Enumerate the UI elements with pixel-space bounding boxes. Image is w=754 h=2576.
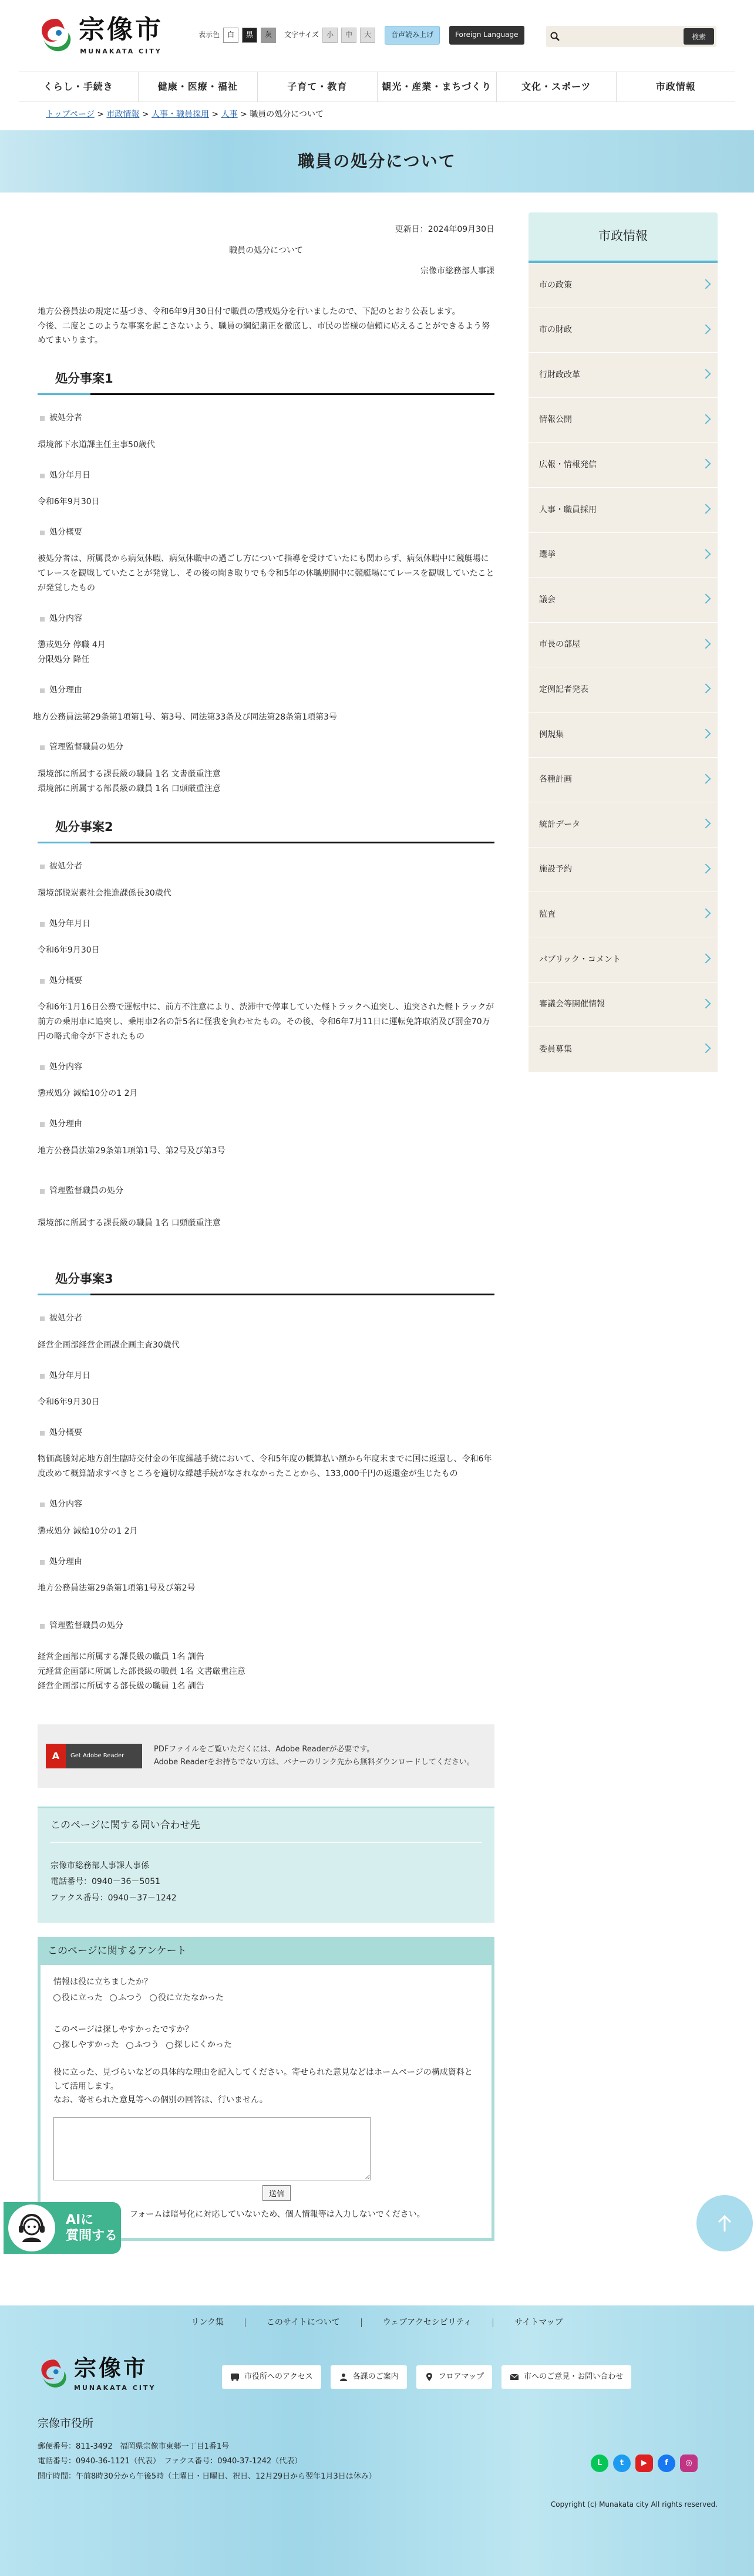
target-label: 被処分者	[38, 411, 494, 424]
page-title-bar	[0, 130, 754, 193]
ai-question-label: AIに 質問する	[66, 2212, 118, 2243]
summary-label: 処分概要	[38, 1426, 494, 1439]
contact-box	[38, 1807, 494, 1923]
radio-useful[interactable]: 役に立った	[53, 1991, 103, 2004]
mail-icon	[510, 2373, 519, 2381]
search-box	[546, 26, 716, 47]
facebook-icon[interactable]: f	[658, 2455, 675, 2472]
adobe-reader-text: PDFファイルをご覧いただくには、Adobe Readerが必要です。 Adobe Readerをお持ちでない方は、バナーのリンク先から無料ダウンロードしてください。	[154, 1744, 474, 1767]
case-content: 懲戒処分 減給10分の1 2月	[38, 1089, 138, 1099]
logo-name: 宗像市	[79, 15, 163, 45]
chevron-right-icon	[701, 819, 711, 829]
sns-links	[591, 2455, 698, 2472]
footer-link-about[interactable]: このサイトについて	[245, 2318, 362, 2327]
case-target: 環境部下水道課主任主事50歳代	[38, 440, 155, 450]
gnav-item-city-info[interactable]: 市政情報	[655, 81, 696, 93]
case-reason: 地方公務員法第29条第1項第1号及び第2号	[38, 1583, 196, 1593]
font-small-button[interactable]: 小	[322, 28, 338, 43]
footer-address-block	[38, 2439, 376, 2484]
sidebar-item-recruitment[interactable]: 委員募集	[529, 1027, 718, 1072]
sidebar-item-regulations[interactable]: 例規集	[529, 713, 718, 758]
pdf-icon: A	[46, 1744, 66, 1768]
target-label: 被処分者	[38, 860, 494, 873]
color-black-button[interactable]: 黒	[242, 28, 257, 43]
content-label: 処分内容	[38, 1061, 494, 1073]
chevron-right-icon	[701, 863, 711, 873]
chevron-right-icon	[701, 549, 711, 559]
case-content: 懲戒処分 停職 4月 分限処分 降任	[38, 640, 106, 665]
chevron-right-icon	[701, 1044, 711, 1054]
breadcrumb-separator: >	[240, 110, 247, 119]
case-target: 環境部脱炭素社会推進課係長30歳代	[38, 888, 171, 898]
breadcrumb-separator: >	[142, 110, 149, 119]
updated-date: 更新日：2024年09月30日	[395, 225, 494, 234]
sidebar-item-disclosure[interactable]: 情報公開	[529, 398, 718, 443]
sidebar-item-audit[interactable]: 監査	[529, 892, 718, 937]
sidebar-item-election[interactable]: 選挙	[529, 533, 718, 578]
global-nav	[19, 72, 735, 102]
footer-link-links[interactable]: リンク集	[170, 2318, 245, 2327]
radio-neutral-find[interactable]: ふつう	[126, 2038, 159, 2051]
summary-label: 処分概要	[38, 974, 494, 987]
chevron-right-icon	[701, 369, 711, 379]
gnav-item-health[interactable]: 健康・医療・福祉	[139, 72, 258, 102]
page-title: 職員の処分について	[298, 151, 456, 171]
site-header	[0, 0, 754, 66]
reason-label: 処分理由	[38, 1117, 494, 1130]
footer-org-name: 宗像市役所	[38, 2417, 94, 2430]
survey-options-2	[53, 2038, 479, 2051]
summary-label: 処分概要	[38, 526, 494, 539]
person-icon	[339, 2373, 348, 2381]
survey-note: フォームは暗号化に対応していないため、個人情報等は入力しないでください。	[130, 2210, 425, 2220]
accessibility-tools	[198, 26, 524, 45]
site-footer	[0, 2305, 754, 2576]
sidebar-item-personnel[interactable]: 人事・職員採用	[529, 488, 718, 533]
sidebar-heading: 市政情報	[529, 212, 718, 263]
footer-hours: 開庁時間：午前8時30分から午後5時（土曜日・日曜日、祝日、12月29日から翌年1月3日は休み）	[38, 2472, 376, 2481]
content-label: 処分内容	[38, 612, 494, 625]
chevron-right-icon	[701, 953, 711, 963]
chevron-right-icon	[701, 324, 711, 334]
radio-neutral[interactable]: ふつう	[110, 1991, 143, 2004]
sidebar-item-public-comment[interactable]: パブリック・コメント	[529, 937, 718, 983]
gnav-item-culture[interactable]: 文化・スポーツ	[497, 72, 617, 102]
supervisor-label: 管理監督職員の処分	[38, 1619, 494, 1632]
adobe-logo-text: Get Adobe Reader	[70, 1752, 124, 1759]
contact-fax: ファクス番号：0940－37－1242	[51, 1893, 177, 1903]
case-heading: 処分事案1	[38, 366, 494, 396]
supervisor-label: 管理監督職員の処分	[38, 741, 494, 754]
chevron-right-icon	[701, 639, 711, 649]
case-date: 令和6年9月30日	[38, 497, 100, 507]
city-emblem-icon	[38, 2358, 69, 2393]
access-button[interactable]: 市役所へのアクセス	[222, 2365, 321, 2389]
date-label: 処分年月日	[38, 1369, 494, 1382]
chevron-right-icon	[701, 594, 711, 604]
sidebar-item-council[interactable]: 審議会等開催情報	[529, 983, 718, 1028]
logo-text	[79, 17, 163, 57]
case-reason: 地方公務員法第29条第1項第1号、第2号及び第3号	[38, 1146, 225, 1156]
article-subtitle: 職員の処分について	[229, 246, 303, 256]
youtube-icon[interactable]: ▶	[635, 2455, 653, 2472]
color-white-button[interactable]: 白	[223, 28, 238, 43]
case-heading: 処分事案3	[38, 1266, 494, 1296]
survey-question-1: 情報は役に立ちましたか？	[53, 1977, 152, 1987]
case-heading: 処分事案2	[38, 814, 494, 844]
radio-not-useful[interactable]: 役に立たなかった	[150, 1991, 224, 2004]
sidebar-item-policy[interactable]: 市の政策	[529, 263, 718, 308]
date-label: 処分年月日	[38, 469, 494, 482]
footer-phone: 電話番号：0940-36-1121（代表） ファクス番号：0940-37-1242（代表）	[38, 2457, 302, 2466]
breadcrumb-link-city-info[interactable]: 市政情報	[106, 110, 140, 119]
bus-icon	[230, 2373, 240, 2381]
line-icon[interactable]: L	[591, 2455, 608, 2472]
breadcrumb-separator: >	[211, 110, 219, 119]
inquiry-button[interactable]: 市へのご意見・お問い合わせ	[501, 2365, 631, 2389]
footer-link-accessibility[interactable]: ウェブアクセシビリティ	[362, 2318, 494, 2327]
footer-address: 郵便番号：811-3492 福岡県宗像市東郷一丁目1番1号	[38, 2442, 230, 2451]
case-target: 経営企画部経営企画課企画主査30歳代	[38, 1340, 180, 1350]
font-large-button[interactable]: 大	[360, 28, 375, 43]
supervisor-label: 管理監督職員の処分	[38, 1184, 494, 1197]
site-logo[interactable]	[38, 16, 163, 58]
sidebar-item-facility[interactable]: 施設予約	[529, 848, 718, 893]
adobe-reader-logo[interactable]	[46, 1744, 142, 1768]
chevron-right-icon	[701, 684, 711, 694]
breadcrumb-link-top[interactable]: トップページ	[46, 110, 95, 119]
case-content: 懲戒処分 減給10分の1 2月	[38, 1526, 138, 1536]
survey-form	[41, 1965, 492, 2237]
arrow-up-icon	[714, 2213, 735, 2234]
font-size-label: 文字サイズ	[284, 31, 319, 39]
chevron-right-icon	[701, 504, 711, 514]
survey-question-2: このページは探しやすかったですか？	[53, 2025, 193, 2034]
breadcrumb	[46, 108, 324, 121]
opinion-textarea[interactable]	[53, 2117, 371, 2180]
case-summary: 令和6年1月16日公務で運転中に、前方不注意により、渋滞中で停車していた軽トラックへ追突し、追突された軽トラックが前方の乗用車に追突し、乗用車2名の計5名に怪我を負わせたもの。その後、令和6年7月11日に運転免許取消及び罰金70万円の略式命令が下されたもの	[38, 1002, 494, 1042]
sidebar-item-pr[interactable]: 広報・情報発信	[529, 443, 718, 488]
case-supervisor: 環境部に所属する課長級の職員 1名 文書厳重注意 環境部に所属する部長級の職員 1名 口頭厳重注意	[38, 769, 221, 794]
case-supervisor: 環境部に所属する課長級の職員 1名 口頭厳重注意	[38, 1218, 221, 1228]
chevron-right-icon	[701, 774, 711, 784]
footer-logo-text	[74, 2357, 156, 2393]
breadcrumb-separator: >	[97, 110, 104, 119]
main-content	[33, 223, 494, 2241]
sidebar	[529, 212, 718, 1072]
contact-department: 宗像市総務部人事課人事係	[51, 1861, 149, 1871]
footer-logo[interactable]	[38, 2357, 156, 2393]
twitter-icon[interactable]: t	[613, 2455, 631, 2472]
gnav-item-childcare[interactable]: 子育て・教育	[258, 72, 378, 102]
survey-options-1	[53, 1991, 479, 2004]
copyright: Copyright (c) Munakata city All rights reserved.	[550, 2500, 718, 2509]
departments-button[interactable]: 各課のご案内	[331, 2365, 407, 2389]
back-to-top-button[interactable]	[696, 2195, 753, 2251]
chevron-right-icon	[701, 998, 711, 1008]
footer-links	[0, 2318, 754, 2327]
radio-easy-to-find[interactable]: 探しやすかった	[53, 2038, 119, 2051]
gnav-item-living[interactable]: くらし・手続き	[19, 72, 139, 102]
reason-label: 処分理由	[38, 1555, 494, 1568]
logo-name-en: MUNAKATA CITY	[80, 48, 162, 56]
footer-logo-name-en: MUNAKATA CITY	[74, 2384, 156, 2392]
breadcrumb-link-personnel[interactable]: 人事	[221, 110, 238, 119]
chevron-right-icon	[701, 459, 711, 469]
footer-logo-name: 宗像市	[74, 2355, 149, 2381]
survey-heading: このページに関するアンケート	[41, 1940, 492, 1965]
reason-label: 処分理由	[38, 684, 494, 697]
survey-box	[38, 1937, 494, 2241]
sidebar-item-assembly[interactable]: 議会	[529, 578, 718, 623]
operator-icon	[8, 2204, 55, 2251]
submit-button[interactable]: 送信	[262, 2185, 291, 2201]
contact-details	[51, 1858, 482, 1906]
instagram-icon[interactable]: ◎	[680, 2455, 698, 2472]
voice-read-button[interactable]: 音声読み上げ	[385, 26, 440, 45]
font-medium-button[interactable]: 中	[341, 28, 356, 43]
case-date: 令和6年9月30日	[38, 945, 100, 955]
chevron-right-icon	[701, 279, 711, 289]
footer-link-sitemap[interactable]: サイトマップ	[514, 2318, 563, 2327]
target-label: 被処分者	[38, 1312, 494, 1325]
chevron-right-icon	[701, 728, 711, 738]
case-supervisor: 経営企画部に所属する課長級の職員 1名 訓告 元経営企画部に所属した部長級の職員 1名 文書厳重注意 経営企画部に所属する部長級の職員 1名 訓告	[38, 1652, 245, 1692]
search-icon	[546, 32, 564, 41]
gnav-item-tourism[interactable]: 観光・産業・まちづくり	[378, 72, 497, 102]
footer-buttons	[222, 2365, 631, 2389]
case-date: 令和6年9月30日	[38, 1397, 100, 1407]
contact-heading: このページに関する問い合わせ先	[51, 1808, 482, 1843]
sidebar-item-press[interactable]: 定例記者発表	[529, 667, 718, 713]
sidebar-item-statistics[interactable]: 統計データ	[529, 802, 718, 848]
case-reason: 地方公務員法第29条第1項第1号、第3号、同法第33条及び同法第28条第1項第3号	[33, 712, 337, 722]
radio-hard-to-find[interactable]: 探しにくかった	[166, 2038, 232, 2051]
contact-phone: 電話番号：0940－36－5051	[51, 1877, 161, 1887]
sidebar-item-reform[interactable]: 行財政改革	[529, 353, 718, 398]
sidebar-item-finance[interactable]: 市の財政	[529, 308, 718, 353]
map-pin-icon	[425, 2373, 434, 2381]
date-label: 処分年月日	[38, 917, 494, 930]
floor-map-button[interactable]: フロアマップ	[416, 2365, 492, 2389]
case-summary: 被処分者は、所属長から病気休暇、病気休職中の過ごし方について指導を受けていたにも関わらず、病気休暇中に競艇場にてレースを観戦していたことが発覚し、その後の聞き取りでも令和5年の休職期間中に競艇場にてレースを観戦していたことが発覚したもの	[38, 554, 494, 593]
article-intro: 地方公務員法の規定に基づき、令和6年9月30日付で職員の懲戒処分を行いましたので、下記のとおり公表します。 今後、二度とこのような事案を起こさないよう、職員の綱紀粛正を徹底し、市民の皆様の信頼に応えることができるよう努めてまいります。	[38, 307, 490, 346]
search-button[interactable]: 検索	[684, 28, 714, 45]
breadcrumb-link-personnel-recruit[interactable]: 人事・職員採用	[152, 110, 210, 119]
breadcrumb-current: 職員の処分について	[250, 110, 324, 119]
opinion-label: 役に立った、見づらいなどの具体的な理由を記入してください。寄せられた意見などはホームページの構成資料として活用します。 なお、寄せられた意見等への個別の回答は、行いません。	[53, 2067, 473, 2105]
foreign-language-button[interactable]: Foreign Language	[449, 26, 524, 45]
color-gray-button[interactable]: 灰	[261, 28, 276, 43]
city-emblem-icon	[38, 16, 74, 58]
adobe-reader-banner	[38, 1724, 494, 1788]
search-input[interactable]	[564, 28, 684, 45]
case-summary: 物価高騰対応地方創生臨時交付金の年度繰越手続において、令和5年度の概算払い額から年度末までに国に返還し、令和6年度改めて概算請求すべきところを適切な繰越手続がなされなかったことから、133,000千円の返還金が生じたもの	[38, 1454, 492, 1479]
color-label: 表示色	[198, 31, 220, 39]
chevron-right-icon	[701, 909, 711, 919]
sidebar-item-plans[interactable]: 各種計画	[529, 758, 718, 803]
chevron-right-icon	[701, 414, 711, 424]
article-department: 宗像市総務部人事課	[420, 266, 494, 276]
sidebar-item-mayor[interactable]: 市長の部屋	[529, 623, 718, 668]
ai-question-button[interactable]	[4, 2202, 121, 2254]
content-label: 処分内容	[38, 1498, 494, 1511]
